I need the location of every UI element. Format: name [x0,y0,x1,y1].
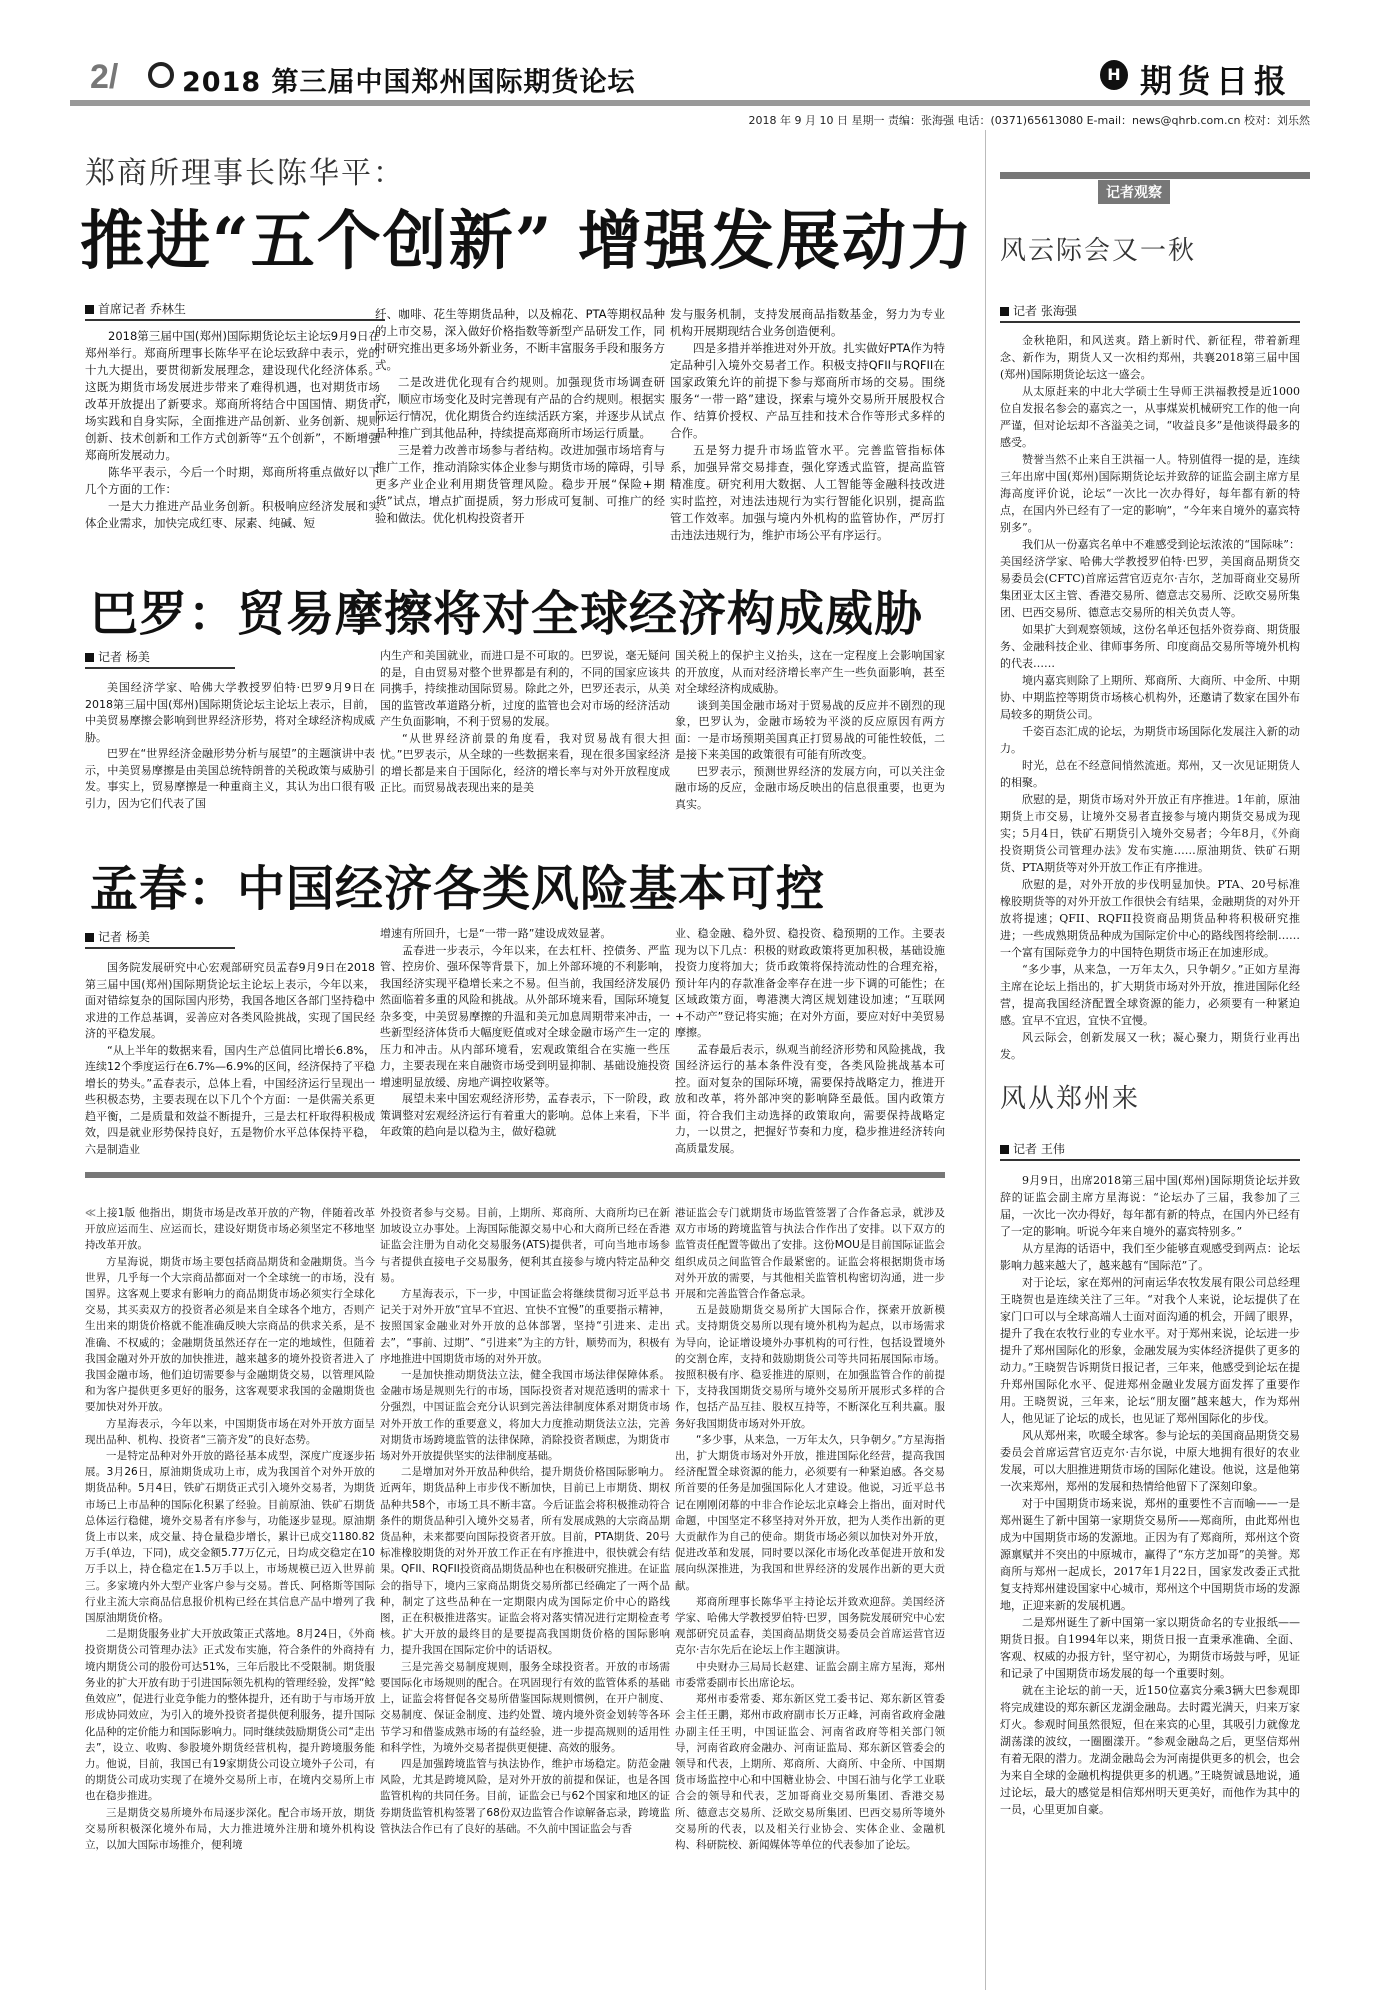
paragraph: 就在主论坛的前一天，近150位嘉宾分乘3辆大巴参观即将完成建设的郑东新区龙湖金融岛。去时霞光满天，归来万家灯火。参观时间虽然很短，但在来宾的心里，其吸引力就像龙湖荡漾的波纹，一圈圈漾开。“参观金融岛之后，更坚信郑州有着无限的潜力。龙湖金融岛会为河南提供更多的机会，也会为来自全球的金融机构提供更多的机遇。”王晓贺诚恳地说，通过论坛，最大的感觉是相信郑州明天更美好，而他作为其中的一员，心里更加自豪。 [1000,1684,1300,1816]
paragraph: “多少事，从来急，一万年太久，只争朝夕。”方星海指出，扩大期货市场对外开放，推进国际化经营，提高我国经济配置全球资源的能力，必须要有一种紧迫感。各交易所首要的任务是加强国际化人才建设。他说，习近平总书记在刚刚闭幕的中非合作论坛北京峰会上指出，面对时代命题，中国坚定不移坚持对外开放，把为人类作出新的更大贡献作为自己的使命。期货市场必须以加快对外开放，促进改革和发展，同时要以深化市场化改革促进开放和发展向纵深推进，为我国和世界经济的发展作出新的更大贡献。 [675,1433,945,1592]
article3-headline: 孟春：中国经济各类风险基本可控 [90,861,826,917]
paragraph: 二是期货服务业扩大开放政策正式落地。8月24日，《外商投资期货公司管理办法》正式发布实施，符合条件的外商持有境内期货公司的股份可达51%，三年后股比不受限制。期货服务业的扩大开放有助于引进国际领先机构的管理经验，发挥“鲶鱼效应”，促进行业竞争能力的整体提升，还有助于与市场开放形成协同效应，为引入的境外投资者提供便利服务，提升国际化品种的定价能力和国际影响力。同时继续鼓励期货公司“走出去”，设立、收购、参股境外期货经营机构，提升跨境服务能力。他说，目前，我国已有19家期货公司设立境外子公司，有的期货公司成功实现了在境外交易所上市，在境内交易所上市也在稳步推进。 [85,1628,375,1803]
article2-headline: 巴罗：贸易摩擦将对全球经济构成威胁 [90,586,924,642]
paragraph: 从方星海的话语中，我们至少能够直观感受到两点：论坛影响力越来越大了，越来越有“国际范”了。 [1000,1242,1300,1272]
article1-column-3 [670,306,945,544]
forum-logo-icon [148,62,174,88]
byline-text: 记者 杨美 [98,930,150,944]
paragraph: 国关税上的保护主义抬头，这在一定程度上会影响国家的开放度，从而对经济增长率产生一些负面影响，甚至对全球经济构成威胁。 [675,649,945,695]
paragraph: 孟春最后表示，纵观当前经济形势和风险挑战，我国经济运行的基本条件没有变，各类风险挑战基本可控。面对复杂的国际环境，需要保持战略定力，推进开放和改革，将外部冲突的影响降至最低。国内政策方面，符合我们主动选择的政策取向，需要保持战略定力，一以贯之，把握好节奏和力度，稳步推进经济转向高质量发展。 [675,1042,945,1155]
paragraph: 谈到美国金融市场对于贸易战的反应并不剧烈的现象，巴罗认为，金融市场较为平淡的反应原因有两方面：一是市场预期美国真正打贸易战的可能性较低，二是接下来美国的政策很有可能有所改变。 [675,698,945,761]
newspaper-logo-icon: H [1100,60,1128,90]
sidebar-story1-body [1000,332,1300,1061]
article3-column-3 [675,926,945,1157]
article3-column-1 [85,960,375,1158]
paragraph: 巴罗在“世界经济金融形势分析与展望”的主题演讲中表示，中美贸易摩擦是由美国总统特朗普的关税政策与威胁引发。事实上，贸易摩擦是一种重商主义，其认为出口很有吸引力，因为它们代表了国 [85,747,375,810]
paragraph: 时光，总在不经意间悄然流逝。郑州，又一次见证期货人的相聚。 [1000,759,1300,789]
newspaper-name: 期货日报 [1140,62,1293,100]
paragraph: 郑商所理事长陈华平主持论坛并致欢迎辞。美国经济学家、哈佛大学教授罗伯特·巴罗，国务院发展研究中心宏观部研究员孟春，美国商品期货交易委员会首席运营官迈克尔·吉尔先后在论坛上作主题演讲。 [675,1595,945,1657]
article2-column-1 [85,680,375,812]
paragraph: “从上半年的数据来看，国内生产总值同比增长6.8%，连续12个季度运行在6.7%—6.9%的区间，经济保持了平稳增长的势头。”孟春表示，总体上看，中国经济运行呈现出一些积极态势，主要表现在以下几个个方面：一是供需关系更趋平衡，二是质量和效益不断提升，三是去杠杆取得积极成效，四是就业形势保持良好，五是物价水平总体保持平稳，六是制造业 [85,1043,375,1156]
masthead-rule [70,100,1310,106]
paragraph: 四是加强跨境监管与执法协作，维护市场稳定。防范金融风险，尤其是跨境风险，是对外开放的前提和保证，也是各国监管机构的共同任务。目前，证监会已与62个国家和地区的证券期货监管机构签署了68份双边监管合作谅解备忘录，跨境监管执法合作已有了良好的基础。不久前中国证监会与香 [380,1757,670,1835]
paragraph: 陈华平表示，今后一个时期，郑商所将重点做好以下几个方面的工作： [85,465,380,496]
paragraph: 三是期货交易所境外布局逐步深化。配合市场开放，期货交易所积极深化境外布局，大力推进境外注册和境外机构设立，以加大国际市场推介，便利境 [85,1806,375,1851]
paragraph: 一是加快推动期货法立法，健全我国市场法律保障体系。金融市场是规则先行的市场，国际投资者对规范透明的需求十分强烈，中国证监会充分认识到完善法律制度体系对期货市场对外开放工作的重要意义，将加大力度推动期货法立法，完善对期货市场跨境监管的法律保障，消除投资者顾虑，为期货市场对外开放提供坚实的法律制度基础。 [380,1369,670,1463]
paragraph: 三是完善交易制度规则，服务全球投资者。开放的市场需要国际化市场规则的配合。在巩固现行有效的监管体系的基础上，证监会将督促各交易所借鉴国际规则惯例，在开户制度、交易制度、保证金制度、违约处置、境内境外资金划转等各环节学习和借鉴成熟市场的有益经验，进一步提高规则的适用性和科学性，为境外交易者提供更便捷、高效的服务。 [380,1660,670,1754]
byline-text: 记者 杨美 [98,650,150,664]
paragraph: 纤、咖啡、花生等期货品种，以及棉花、PTA等期权品种的上市交易，深入做好价格指数等新型产品研发工作，同时研究推出更多场外新业务，不断丰富服务手段和服务方式。 [375,307,665,372]
article1-byline [85,300,385,321]
paragraph: 展望未来中国宏观经济形势，孟春表示，下一阶段，政策调整对宏观经济运行有着重大的影响。总体上来看，下半年政策的趋向是以稳为主，做好稳就 [380,1092,670,1138]
paragraph: 千姿百态汇成的论坛，为期货市场国际化发展注入新的动力。 [1000,725,1300,755]
paragraph: 五是努力提升市场监管水平。完善监管指标体系，加强异常交易排查，强化穿透式监管，提高监管精准度。研究利用大数据、人工智能等金融科技改进实时监控，对违法违规行为实行智能化识别，提高监管工作效率。加强与境内外机构的监管协作，严厉打击违法违规行为，维护市场公平有序运行。 [670,443,945,542]
paragraph: “从世界经济前景的角度看，我对贸易战有很大担忧。”巴罗表示，从全球的一些数据来看，现在很多国家经济的增长都是来自于国际化，经济的增长率与对外开放程度成正比。而贸易战表现出来的是美 [380,731,670,794]
paragraph: 我们从一份嘉宾名单中不难感受到论坛浓浓的“国际味”：美国经济学家、哈佛大学教授罗伯特·巴罗，美国商品期货交易委员会(CFTC)首席运营官迈克尔·吉尔，芝加哥商业交易所集团亚太区主管、香港交易所、德意志交易所、泛欧交易所集团、巴西交易所、德意志交易所的相关负责人等。 [1000,538,1300,619]
paragraph: 巴罗表示，预测世界经济的发展方向，可以关注金融市场的反应，金融市场反映出的信息很重要，也更为真实。 [675,764,945,811]
sidebar-story2-byline [1000,1140,1300,1161]
article1-kicker: 郑商所理事长陈华平： [85,156,405,191]
paragraph: 他指出，期货市场是改革开放的产物，伴随着改革开放应运而生、应运而长，建设好期货市场必须坚定不移地坚持改革开放。 [85,1207,375,1252]
paragraph: 如果扩大到观察领域，这份名单还包括外资券商、期货服务、金融科技企业、律师事务所、印度商品交易所等境外机构的代表…… [1000,623,1300,670]
paragraph: 方星海说，期货市场主要包括商品期货和金融期货。当今世界，几乎每一个大宗商品都面对一个全球统一的市场，没有国界。这客观上要求有影响力的商品期货市场必须实行全球化交易，其买卖双方的投资者必须是来自全球各个地方，否则产生出来的期货价格就不能准确反映大宗商品的供求关系，是不准确、不权威的；金融期货虽然还存在一定的地域性，但随着我国金融对外开放的加快推进，越来越多的境外投资者进入了我国金融市场，他们迫切需要参与金融期货交易，以管理风险和为客户提供更多更好的服务，这客观要求我国的金融期货也要加快对外开放。 [85,1255,375,1414]
sidebar-tag: 记者观察 [1098,180,1170,204]
continued-arrow-icon: ≪ [85,1207,96,1219]
paragraph: 欣慰的是，对外开放的步伐明显加快。PTA、20号标准橡胶期货等的对外开放工作很快会有结果，金融期货的对外开放将提速；QFII、RQFII投资商品期货品种将积极研究推进；一些成熟期货品种成为国际定价中心的路线图将绘制……一个富有国际竞争力的中国特色期货市场正在加速形成。 [1000,878,1300,959]
section-title: 2018 第三届中国郑州国际期货论坛 [182,67,636,98]
article1-headline: 推进“五个创新” 增强发展动力 [80,204,974,279]
sidebar-story2-title: 风从郑州来 [1000,1084,1141,1114]
article1-column-2 [375,306,665,527]
page-number: 2/ [90,58,119,96]
paragraph: 五是鼓励期货交易所扩大国际合作，探索开放新模式。支持期货交易所以现有境外机构为起点，以市场需求为导向，论证增设境外办事机构的可行性，包括设置境外的交割仓库，支持和鼓励期货公司等共同拓展国际市场。按照积极有序、稳妥推进的原则，在加强监管合作的前提下，支持我国期货交易所与境外交易所开展形式多样的合作，包括产品互挂、股权互持等，不断深化互利共赢。服务好我国期货市场对外开放。 [675,1304,945,1430]
sidebar-tag-rule [1000,172,1310,179]
byline-marker-icon [85,653,94,662]
paragraph: 金秋艳阳，和风送爽。踏上新时代、新征程，带着新理念、新作为，期货人又一次相约郑州，共襄2018第三届中国(郑州)国际期货论坛这一盛会。 [1000,334,1300,381]
sidebar-story2-body [1000,1172,1300,1972]
paragraph: 孟春进一步表示，今年以来，在去杠杆、控债务、严监管、控房价、强环保等背景下，加上外部环境的不利影响，我国经济实现平稳增长来之不易。但当前，我国经济发展仍然面临着多重的风险和挑战。从外部环境来看，国际环境复杂多变，中美贸易摩擦的升温和美元加息周期带来冲击，一些新型经济体货币大幅度贬值或对全球金融市场产生一定的压力和冲击。从内部环境看，宏观政策组合在实施一些压力，主要表现在来自融资市场受到明显抑制、基础设施投资增速明显放缓、房地产调控收紧等。 [380,943,670,1089]
paragraph: 二是郑州诞生了新中国第一家以期货命名的专业报纸——期货日报。自1994年以来，期货日报一直秉承准确、全面、客观、权威的办报方针，坚守初心，为期货市场鼓与呼，见证和记录了中国期货市场发展的每一个重要时刻。 [1000,1616,1300,1680]
article2-byline [85,648,235,669]
article3-column-2 [380,926,670,1141]
paragraph: 三是着力改善市场参与者结构。改进加强市场培育与推广工作，推动消除实体企业参与期货市场的障碍，引导更多产业企业利用期货管理风险。稳步开展“保险+期货”试点，增点扩面提质，努力形成可复制、可推广的经验和做法。优化机构投资者开 [375,443,665,525]
paragraph: 9月9日，出席2018第三届中国(郑州)国际期货论坛并致辞的证监会副主席方星海说：“论坛办了三届，我参加了三届，一次比一次办得好，每年都有新的特点，在国内外已经有了一定的影响。听说今年来自境外的嘉宾特别多。” [1000,1174,1300,1238]
paragraph: 欣慰的是，期货市场对外开放正有序推进。1年前，原油期货上市交易，让境外交易者直接参与境内期货交易成为现实；5月4日，铁矿石期货引入境外交易者；今年8月，《外商投资期货公司管理办法》发布实施……原油期货、铁矿石期货、PTA期货等对外开放工作正有序推进。 [1000,793,1300,874]
paragraph: 四是多措并举推进对外开放。扎实做好PTA作为特定品种引入境外交易者工作。积极支持QFII与RQFII在国家政策允许的前提下参与郑商所市场的交易。围绕服务“一带一路”建设，探索与境外交易所开展股权合作、结算价授权、产品互挂和技术合作等形式多样的合作。 [670,341,945,440]
article4-column-1 [85,1205,375,1985]
paragraph: 郑州市委常委、郑东新区党工委书记、郑东新区管委会主任王鹏，郑州市政府副市长万正峰，河南省政府金融办副主任王明，中国证监会、河南省政府等相关部门领导，河南省政府金融办、河南证监局、郑东新区管委会的领导和代表，上期所、郑商所、大商所、中金所、中国期货市场监控中心和中国糖业协会、中国石油与化学工业联合会的领导和代表，芝加哥商业交易所集团、香港交易所、德意志交易所、泛欧交易所集团、巴西交易所等境外交易所的代表，以及相关行业协会、实体企业、金融机构、科研院校、新闻媒体等单位的代表参加了论坛。 [675,1693,945,1851]
paragraph: 从太原赶来的中北大学硕士生导师王洪福教授是近1000位自发报名参会的嘉宾之一，从事煤炭机械研究工作的他一向严谨，但对论坛却不吝溢美之词，“收益良多”是他谈得最多的感受。 [1000,385,1300,449]
paragraph: 境内嘉宾则除了上期所、郑商所、大商所、中金所、中期协、中期监控等期货市场核心机构外，还邀请了数家在国外布局较多的期货公司。 [1000,674,1300,721]
paragraph: 对于论坛，家在郑州的河南运华农牧发展有限公司总经理王晓贺也是连续关注了三年。“对我个人来说，论坛提供了在家门口可以与全球高端人士面对面沟通的机会，开阔了眼界，提升了我在农牧行业的专业水平。对于郑州来说，论坛进一步提升了郑州国际化的形象，金融发展为实体经济提供了更多的动力。”王晓贺告诉期货日报记者，三年来，他感受到论坛在提升郑州国际化水平、促进郑州金融业发展方面发挥了重要作用。王晓贺说，三年来，论坛“朋友圈”越来越大，作为郑州人，他见证了论坛的成长，也见证了郑州国际化的步伐。 [1000,1276,1300,1425]
paragraph: 中央财办三局局长赵建、证监会副主席方星海，郑州市委常委副市长出席论坛。 [675,1660,945,1689]
paragraph: 外投资者参与交易。目前，上期所、郑商所、大商所均已在新加坡设立办事处。上海国际能源交易中心和大商所已经在香港证监会注册为自动化交易服务(ATS)提供者，可向当地市场参与者提供直接电子交易服务，便利其直接参与境内特定品种交易。 [380,1207,670,1284]
paragraph: 二是增加对外开放品种供给，提升期货价格国际影响力。近两年，期货品种上市步伐不断加快，目前已上市期货、期权品种共58个，市场工具不断丰富。今后证监会将积极推动符合条件的期货品种引入境外交易者，所有发展成熟的大宗商品期货品种，未来都要向国际投资者开放。目前，PTA期货、20号标准橡胶期货的对外开放工作正在有序推进中，很快就会有结果。QFII、RQFII投资商品期货品种也在积极研究推进。在证监会的指导下，境内三家商品期货交易所都已经确定了一两个品种，制定了这些品种在一定期限内成为国际定价中心的路线图，正在积极推进落实。证监会将对落实情况进行定期检查考核。扩大开放的最终目的是要提高我国期货价格的国际影响力，提升我国在国际定价中的话语权。 [380,1466,670,1657]
paragraph: 一是大力推进产品业务创新。积极响应经济发展和实体企业需求，加快完成红枣、尿素、纯碱、短 [85,499,380,530]
date-line: 2018 年 9 月 10 日 星期一 责编：张海强 电话：(0371)65613080 E-mail：news@qhrb.com.cn 校对：刘乐然 [748,114,1310,127]
paragraph: 国务院发展研究中心宏观部研究员孟春9月9日在2018第三届中国(郑州)国际期货论坛主论坛上表示，今年以来，面对错综复杂的国际国内形势，我国各地区各部门坚持稳中求进的工作总基调，妥善应对各类风险挑战，实现了国民经济的平稳发展。 [85,961,375,1040]
article2-column-3 [675,648,945,813]
paragraph: 内生产和美国就业，而进口是不可取的。巴罗说，毫无疑问的是，自由贸易对整个世界都是有利的，不同的国家应该共同携手，持续推动国际贸易。除此之外，巴罗还表示，从美国的监管改革道路分析，过度的监管也会对市场的经济活动产生负面影响，不利于贸易的发展。 [380,649,670,728]
article1-column-1 [85,328,380,532]
paragraph: 美国经济学家、哈佛大学教授罗伯特·巴罗9月9日在2018第三届中国(郑州)国际期货论坛主论坛上表示，目前，中美贸易摩擦会影响到世界经济形势，将对全球经济构成威胁。 [85,681,375,744]
paragraph: 赞誉当然不止来自王洪福一人。特别值得一提的是，连续三年出席中国(郑州)国际期货论坛并致辞的证监会副主席方星海高度评价说，论坛“一次比一次办得好，每年都有新的特点，在国内外已经有了一定的影响”，“今年来自境外的嘉宾特别多”。 [1000,453,1300,534]
paragraph: 风云际会，创新发展又一秋；凝心聚力，期货行业再出发。 [1000,1031,1300,1061]
paragraph: 业、稳金融、稳外贸、稳投资、稳预期的工作。主要表现为以下几点：积极的财政政策将更加积极，基础设施投资力度将加大；货币政策将保持流动性的合理充裕，预计年内的存款准备金率存在进一步下调的可能性；在区域政策方面，粤港澳大湾区规划建设加速；“互联网+不动产”登记将实施；在对外方面，要应对好中美贸易摩擦。 [675,927,945,1039]
sidebar-story1-title: 风云际会又一秋 [1000,236,1197,266]
byline-marker-icon [85,933,94,942]
paragraph: 对于中国期货市场来说，郑州的重要性不言而喻——一是郑州诞生了新中国第一家期货交易所——郑商所，由此郑州也成为中国期货市场的发源地。正因为有了郑商所，郑州这个资源禀赋并不突出的中原城市，赢得了“东方芝加哥”的美誉。郑商所与郑州一起成长，2017年1月22日，国家发改委正式批复支持郑州建设国家中心城市，郑州这个中国期货市场的发源地，正迎来新的发展机遇。 [1000,1497,1300,1612]
section-separator [85,1172,945,1178]
paragraph: 发与服务机制，支持发展商品指数基金，努力为专业机构开展期现结合业务创造便利。 [670,307,945,338]
paragraph: “多少事，从来急，一万年太久，只争朝夕。”正如方星海主席在论坛上指出的，扩大期货市场对外开放，推进国际化经营，提高我国经济配置全球资源的能力，必须要有一种紧迫感。宜早不宜迟，宜快不宜慢。 [1000,963,1300,1027]
continued-label[interactable]: 上接1版 [96,1207,136,1219]
article4-column-3 [675,1205,945,1985]
byline-marker-icon [85,305,94,314]
byline-marker-icon [1000,1145,1009,1154]
paragraph: 方星海表示，下一步，中国证监会将继续贯彻习近平总书记关于对外开放“宜早不宜迟、宜快不宜慢”的重要指示精神，按照国家金融业对外开放的总体部署，坚持“引进来、走出去”，“事前、过期”、“引进来”为主的方针，顺势而为，积极有序地推进中国期货市场的对外开放。 [380,1288,670,1365]
paragraph: 港证监会专门就期货市场监管签署了合作备忘录，就涉及双方市场的跨境监管与执法合作作出了安排。以下双方的监管责任配置等做出了安排。这份MOU是目前国际证监会组织成员之间监管合作最紧密的。证监会将根据期货市场对外开放的需要，与其他相关监管机构密切沟通，进一步开展和完善监管合作备忘录。 [675,1207,945,1301]
paragraph: 二是改进优化现有合约规则。加强现货市场调查研究，顺应市场变化及时完善现有产品的合约规则。根据实际运行情况，优化期货合约连续活跃方案，并逐步从试点品种推广到其他品种，持续提高郑商所市场运行质量。 [375,375,665,440]
byline-text: 首席记者 乔林生 [98,302,186,316]
article3-byline [85,928,235,949]
byline-text: 记者 王伟 [1013,1142,1065,1156]
paragraph: 2018第三届中国(郑州)国际期货论坛主论坛9月9日在郑州举行。郑商所理事长陈华平在论坛致辞中表示，党的十九大提出，要贯彻新发展理念，建设现代化经济体系。这既为期货市场发展进步带来了难得机遇，也对期货市场改革开放提出了新要求。郑商所将结合中国国情、期货市场实践和自身实际，全面推进产品创新、业务创新、规则创新、技术创新和工作方式创新等“五个创新”，不断增强郑商所发展动力。 [85,329,380,462]
paragraph: 方星海表示，今年以来，中国期货市场在对外开放方面呈现出品种、机构、投资者“三箭齐发”的良好态势。 [85,1417,375,1446]
article4-column-2 [380,1205,670,1985]
paragraph: 一是特定品种对外开放的路径基本成型，深度广度逐步拓展。3月26日，原油期货成功上市，成为我国首个对外开放的期货品种。5月4日，铁矿石期货正式引入境外交易者，为期货市场已上市品种的国际化积累了经验。目前原油、铁矿石期货总体运行稳健，境外交易者有序参与，功能逐步显现。原油期货上市以来，成交量、持仓量稳步增长，累计已成交1180.82万手(单边，下同)，成交金额5.77万亿元，日均成交稳定在10万手以上，持仓稳定在1.5万手以上，市场规模已迈入世界前三。多家境内外大型产业客户参与交易。普氏、阿格斯等国际行业主流大宗商品信息报价机构已经在其信息产品中增列了我国原油期货价格。 [85,1450,375,1625]
paragraph: 增速有所回升，七是“一带一路”建设成效显著。 [380,927,612,940]
paragraph: 风从郑州来，吹暖全球客。参与论坛的美国商品期货交易委员会首席运营官迈克尔·吉尔说，中原大地拥有很好的农业发展，可以大胆推进期货市场的国际化建设。他说，这是他第一次来郑州，郑州的发展和热情给他留下了深刻印象。 [1000,1429,1300,1493]
article2-column-2 [380,648,670,797]
column-divider [985,130,986,1990]
byline-marker-icon [1000,307,1009,316]
byline-text: 记者 张海强 [1013,304,1077,318]
sidebar-story1-byline [1000,302,1300,323]
